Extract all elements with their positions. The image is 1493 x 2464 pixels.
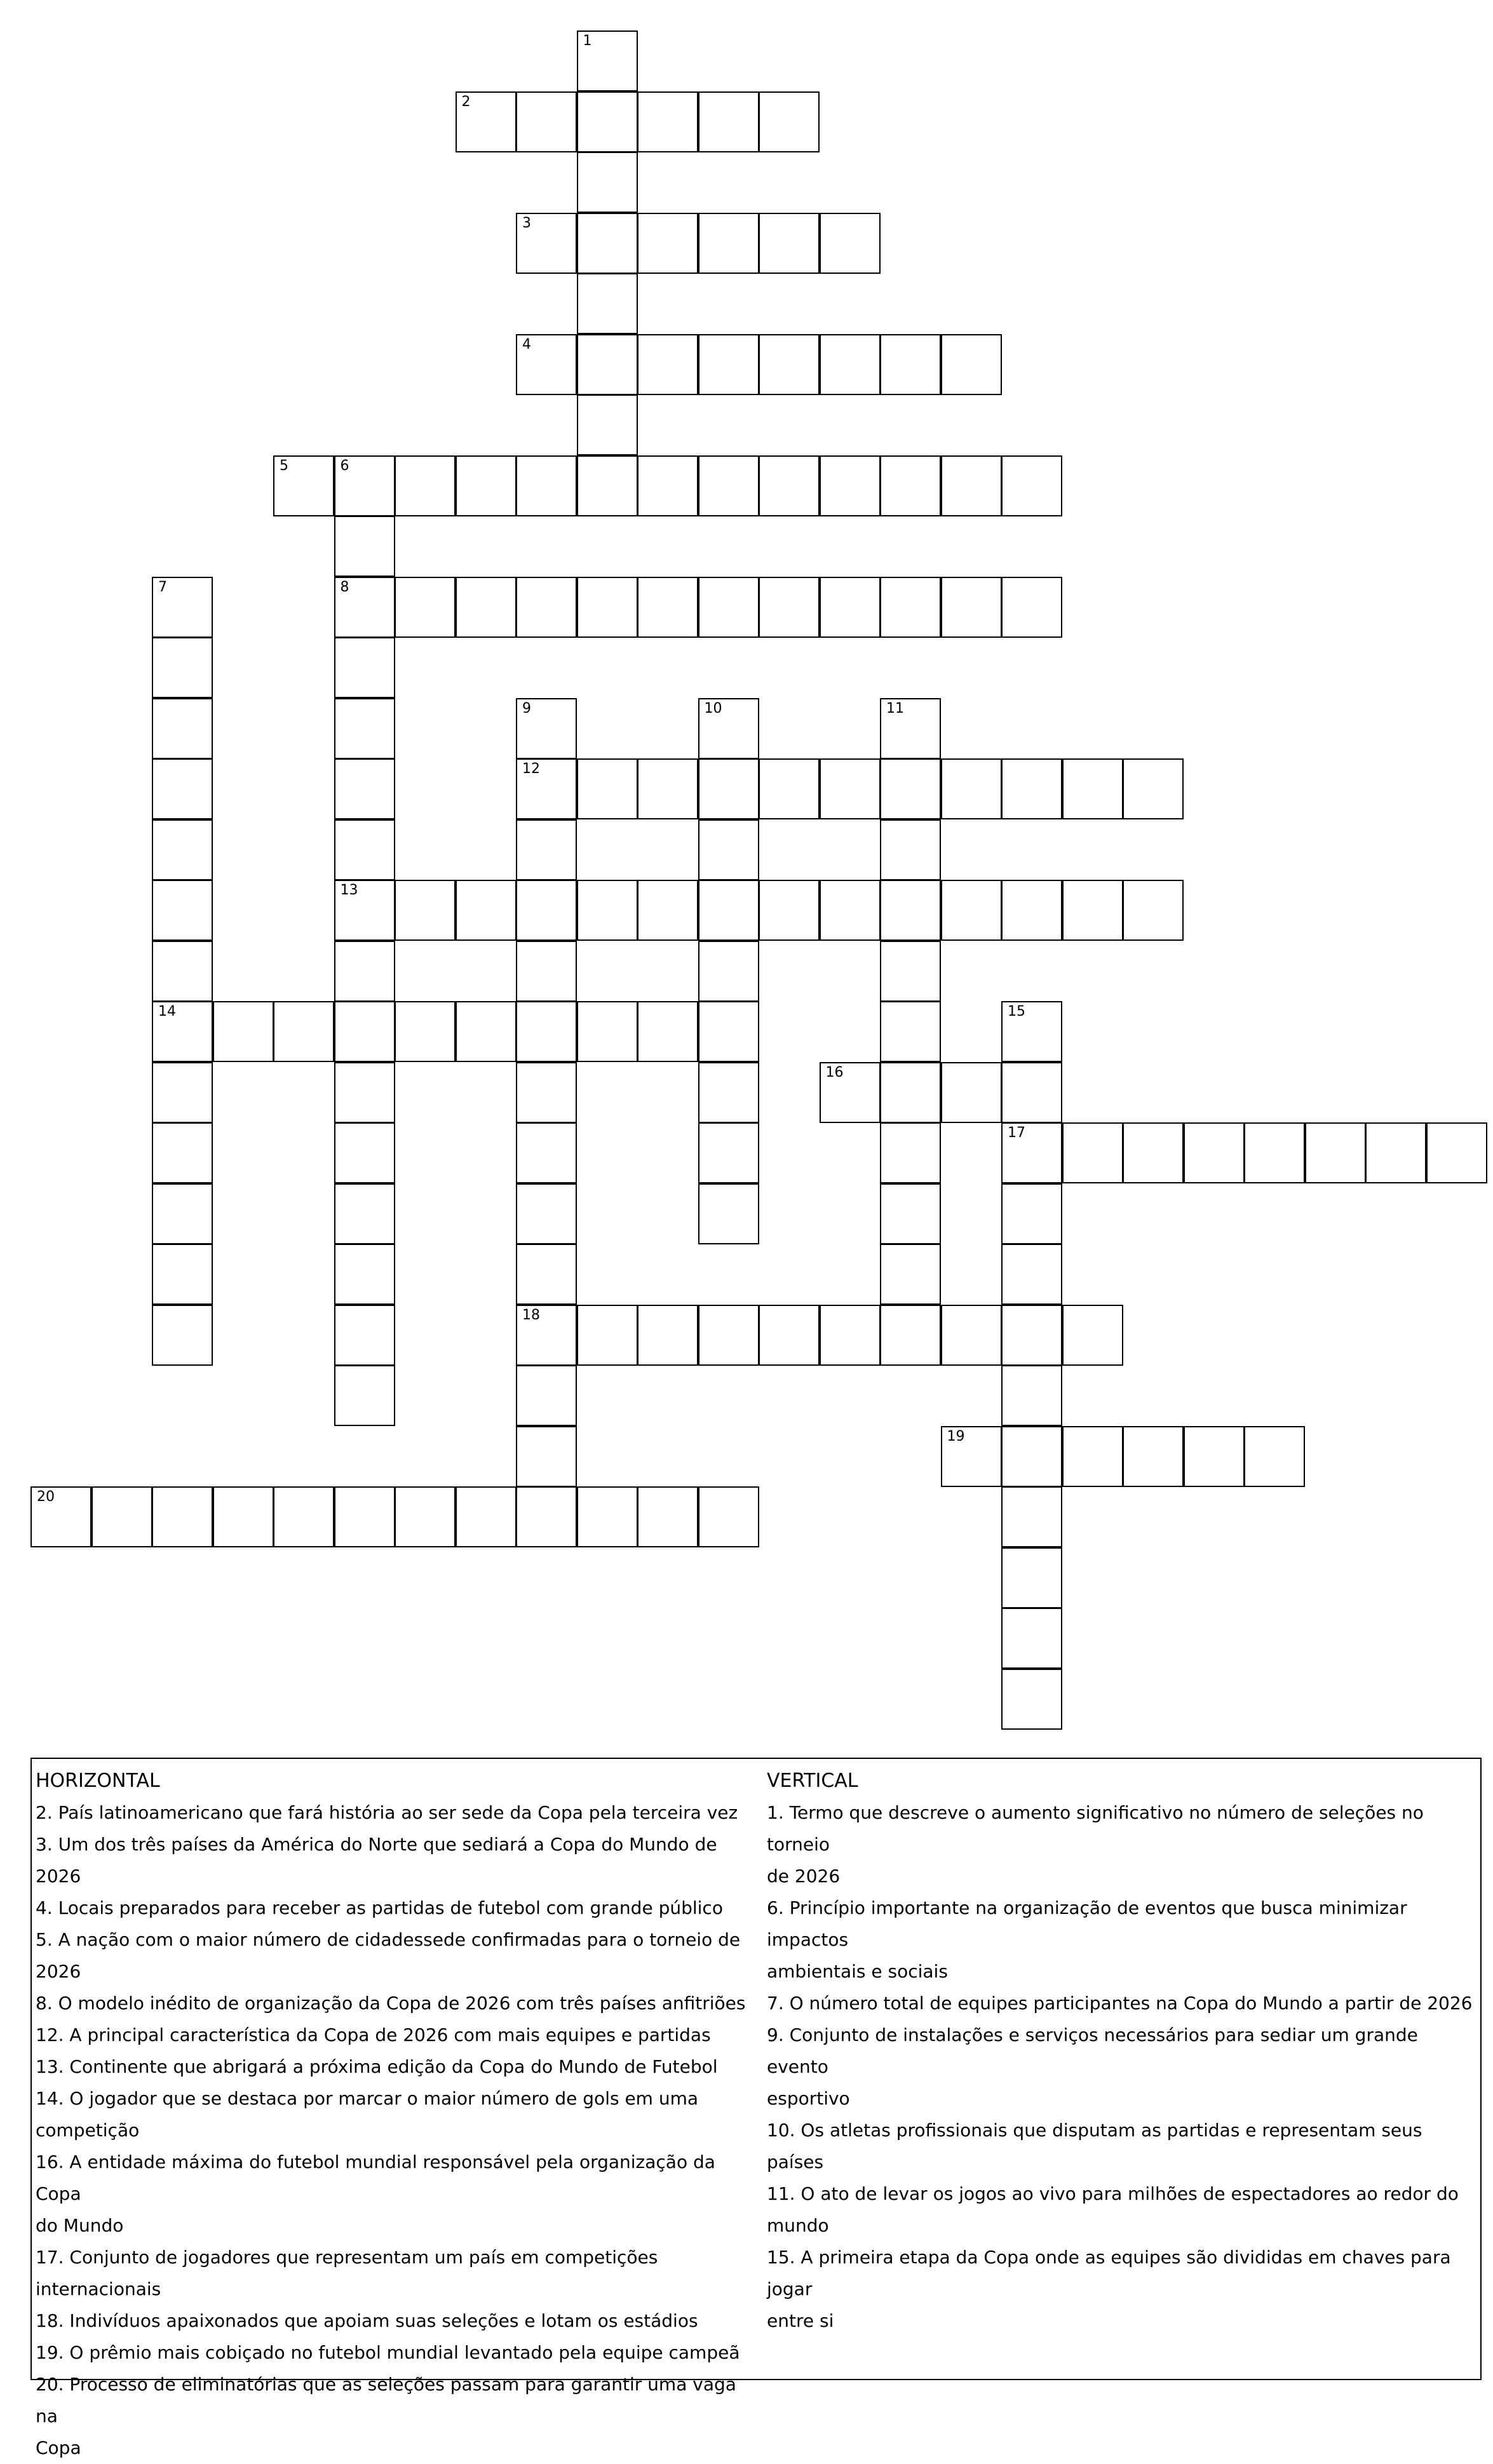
grid-cell[interactable] (334, 1486, 395, 1547)
clue-number: 12 (522, 761, 540, 777)
clue-number: 20 (37, 1489, 55, 1505)
grid-cell[interactable] (1001, 1244, 1062, 1305)
grid-cell[interactable] (820, 213, 881, 274)
across-clue: competição (36, 2120, 140, 2141)
across-clue: 13. Continente que abrigará a próxima edição da Copa do Mundo de Futebol (36, 2056, 718, 2077)
across-clue: 14. O jogador que se destaca por marcar o maior número de gols em uma (36, 2088, 699, 2109)
clue-number: 5 (280, 457, 288, 474)
grid-cell[interactable] (516, 1486, 577, 1547)
clue-number: 14 (158, 1004, 176, 1020)
grid-cell[interactable] (1001, 1365, 1062, 1426)
grid-cell[interactable] (1001, 1426, 1062, 1487)
grid-cell[interactable] (698, 1001, 759, 1062)
grid-cell[interactable] (1062, 1122, 1123, 1183)
grid-cell[interactable] (698, 819, 759, 880)
grid-cell[interactable] (880, 1062, 941, 1123)
grid-cell[interactable] (759, 577, 820, 638)
grid-cell[interactable] (698, 1183, 759, 1244)
down-clue: 9. Conjunto de instalações e serviços necessários para sediar um grande evento (767, 2024, 1418, 2077)
grid-cell[interactable] (637, 1486, 698, 1547)
grid-cell[interactable] (820, 880, 881, 941)
grid-cell[interactable] (334, 880, 395, 941)
grid-cell[interactable] (334, 516, 395, 577)
across-clue: 16. A entidade máxima do futebol mundial responsável pela organização da Copa (36, 2151, 715, 2204)
grid-cell[interactable] (395, 1001, 456, 1062)
grid-cell[interactable] (637, 1001, 698, 1062)
grid-cell[interactable] (698, 1062, 759, 1123)
grid-cell[interactable] (941, 334, 1002, 395)
grid-cell[interactable] (334, 698, 395, 759)
grid-cell[interactable] (1244, 1122, 1305, 1183)
grid-cell[interactable] (577, 577, 638, 638)
grid-cell[interactable] (152, 577, 213, 638)
grid-cell[interactable] (516, 334, 577, 395)
grid-cell[interactable] (1123, 1122, 1184, 1183)
across-clue: 8. O modelo inédito de organização da Copa de 2026 com três países anfitriões (36, 1993, 746, 2014)
clue-number: 4 (522, 336, 531, 353)
grid-cell[interactable] (820, 334, 881, 395)
grid-cell[interactable] (273, 455, 334, 516)
grid-cell[interactable] (1001, 1001, 1062, 1062)
grid-cell[interactable] (516, 1365, 577, 1426)
grid-cell[interactable] (880, 1305, 941, 1366)
grid-cell[interactable] (698, 1486, 759, 1547)
grid-cell[interactable] (334, 1244, 395, 1305)
grid-cell[interactable] (698, 1122, 759, 1183)
across-clue: 4. Locais preparados para receber as partidas de futebol com grande público (36, 1897, 723, 1918)
grid-cell[interactable] (152, 1244, 213, 1305)
grid-cell[interactable] (577, 152, 638, 213)
grid-cell[interactable] (820, 1062, 881, 1123)
across-clue: do Mundo (36, 2215, 124, 2236)
across-clue: 2. País latinoamericano que fará história ao ser sede da Copa pela terceira vez (36, 1802, 738, 1823)
down-clue: 11. O ato de levar os jogos ao vivo para milhões de espectadores ao redor do (767, 2183, 1459, 2204)
grid-cell[interactable] (213, 1486, 274, 1547)
grid-cell[interactable] (577, 273, 638, 334)
grid-cell[interactable] (759, 880, 820, 941)
grid-cell[interactable] (698, 91, 759, 152)
grid-cell[interactable] (880, 1122, 941, 1183)
grid-cell[interactable] (395, 880, 456, 941)
grid-cell[interactable] (820, 758, 881, 819)
grid-cell[interactable] (516, 455, 577, 516)
down-title: VERTICAL (767, 1770, 858, 1792)
grid-cell[interactable] (516, 1244, 577, 1305)
grid-cell[interactable] (334, 1001, 395, 1062)
grid-cell[interactable] (1001, 577, 1062, 638)
grid-cell[interactable] (152, 1486, 213, 1547)
grid-cell[interactable] (334, 1122, 395, 1183)
grid-cell[interactable] (516, 1305, 577, 1366)
grid-cell[interactable] (759, 91, 820, 152)
grid-cell[interactable] (456, 577, 517, 638)
grid-cell[interactable] (516, 213, 577, 274)
grid-cell[interactable] (759, 455, 820, 516)
across-clue-list (36, 1797, 753, 2464)
grid-cell[interactable] (395, 577, 456, 638)
grid-cell[interactable] (820, 1305, 881, 1366)
grid-cell[interactable] (395, 455, 456, 516)
grid-cell[interactable] (91, 1486, 152, 1547)
grid-cell[interactable] (759, 213, 820, 274)
grid-cell[interactable] (1001, 758, 1062, 819)
down-clue: 1. Termo que descreve o aumento significativo no número de seleções no torneio (767, 1802, 1424, 1855)
grid-cell[interactable] (759, 758, 820, 819)
grid-cell[interactable] (152, 1062, 213, 1123)
grid-cell[interactable] (698, 1305, 759, 1366)
across-clue: 17. Conjunto de jogadores que representam um país em competições (36, 2247, 658, 2268)
grid-cell[interactable] (516, 91, 577, 152)
grid-cell[interactable] (273, 1001, 334, 1062)
grid-cell[interactable] (637, 334, 698, 395)
grid-cell[interactable] (1062, 1426, 1123, 1487)
grid-cell[interactable] (577, 455, 638, 516)
grid-cell[interactable] (1001, 1183, 1062, 1244)
grid-cell[interactable] (516, 1183, 577, 1244)
grid-cell[interactable] (698, 880, 759, 941)
grid-cell[interactable] (698, 941, 759, 1002)
grid-cell[interactable] (1062, 758, 1123, 819)
grid-cell[interactable] (577, 30, 638, 91)
clue-number: 9 (522, 700, 531, 717)
grid-cell[interactable] (637, 880, 698, 941)
clue-number: 16 (825, 1064, 844, 1081)
grid-cell[interactable] (334, 941, 395, 1002)
grid-cell[interactable] (1001, 1669, 1062, 1730)
grid-cell[interactable] (577, 880, 638, 941)
down-clue: entre si (767, 2310, 834, 2331)
grid-cell[interactable] (637, 91, 698, 152)
grid-cell[interactable] (516, 880, 577, 941)
across-clue: 19. O prêmio mais cobiçado no futebol mundial levantado pela equipe campeã (36, 2342, 740, 2363)
down-clues-column (767, 1765, 1475, 2337)
grid-cell[interactable] (1426, 1122, 1487, 1183)
grid-cell[interactable] (516, 1122, 577, 1183)
grid-cell[interactable] (273, 1486, 334, 1547)
grid-cell[interactable] (941, 577, 1002, 638)
down-clue: 6. Princípio importante na organização de eventos que busca minimizar impactos (767, 1897, 1407, 1950)
grid-cell[interactable] (152, 1305, 213, 1366)
grid-cell[interactable] (759, 334, 820, 395)
grid-cell[interactable] (1062, 1305, 1123, 1366)
grid-cell[interactable] (880, 758, 941, 819)
down-clue: de 2026 (767, 1866, 841, 1887)
grid-cell[interactable] (577, 213, 638, 274)
clue-number: 2 (461, 93, 471, 110)
grid-cell[interactable] (1001, 1608, 1062, 1669)
grid-cell[interactable] (516, 698, 577, 759)
grid-cell[interactable] (1123, 758, 1184, 819)
grid-cell[interactable] (820, 455, 881, 516)
clues-panel (30, 1758, 1482, 2458)
grid-cell[interactable] (577, 1001, 638, 1062)
grid-cell[interactable] (334, 819, 395, 880)
grid-cell[interactable] (577, 91, 638, 152)
across-clues-column (36, 1765, 753, 2464)
down-clue: 10. Os atletas profissionais que disputam as partidas e representam seus países (767, 2120, 1422, 2172)
grid-cell[interactable] (577, 1486, 638, 1547)
grid-cell[interactable] (880, 819, 941, 880)
grid-cell[interactable] (1001, 1547, 1062, 1608)
clue-number: 10 (704, 700, 722, 717)
grid-cell[interactable] (820, 577, 881, 638)
grid-cell[interactable] (334, 758, 395, 819)
grid-cell[interactable] (1001, 880, 1062, 941)
grid-cell[interactable] (941, 880, 1002, 941)
grid-cell[interactable] (637, 1305, 698, 1366)
grid-cell[interactable] (941, 1305, 1002, 1366)
grid-cell[interactable] (334, 455, 395, 516)
grid-cell[interactable] (1062, 880, 1123, 941)
grid-cell[interactable] (880, 577, 941, 638)
grid-cell[interactable] (941, 455, 1002, 516)
grid-cell[interactable] (334, 1062, 395, 1123)
across-clue: 5. A nação com o maior número de cidadessede confirmadas para o torneio de (36, 1929, 741, 1950)
grid-cell[interactable] (30, 1486, 91, 1547)
grid-cell[interactable] (880, 698, 941, 759)
clue-number: 15 (1008, 1004, 1025, 1020)
down-clue: esportivo (767, 2088, 850, 2109)
clue-number: 11 (886, 700, 904, 717)
grid-cell[interactable] (1184, 1122, 1245, 1183)
grid-cell[interactable] (1123, 880, 1184, 941)
grid-cell[interactable] (152, 1001, 213, 1062)
clue-number: 7 (158, 579, 167, 595)
grid-cell[interactable] (152, 880, 213, 941)
grid-cell[interactable] (941, 1062, 1002, 1123)
grid-cell[interactable] (456, 1001, 517, 1062)
grid-cell[interactable] (577, 334, 638, 395)
grid-cell[interactable] (880, 334, 941, 395)
clue-number: 1 (583, 33, 592, 49)
down-clue: 7. O número total de equipes participantes na Copa do Mundo a partir de 2026 (767, 1993, 1473, 2014)
grid-cell[interactable] (456, 1486, 517, 1547)
grid-cell[interactable] (152, 1122, 213, 1183)
across-clue: 18. Indivíduos apaixonados que apoiam suas seleções e lotam os estádios (36, 2310, 698, 2331)
grid-cell[interactable] (941, 1426, 1002, 1487)
grid-cell[interactable] (1123, 1426, 1184, 1487)
grid-cell[interactable] (577, 1305, 638, 1366)
clue-number: 18 (522, 1307, 540, 1323)
grid-cell[interactable] (941, 758, 1002, 819)
grid-cell[interactable] (698, 455, 759, 516)
grid-cell[interactable] (880, 455, 941, 516)
across-clue: Copa (36, 2437, 81, 2458)
grid-cell[interactable] (516, 1062, 577, 1123)
grid-cell[interactable] (152, 819, 213, 880)
grid-cell[interactable] (334, 1183, 395, 1244)
grid-cell[interactable] (637, 577, 698, 638)
grid-cell[interactable] (1001, 1062, 1062, 1123)
grid-cell[interactable] (698, 758, 759, 819)
down-clue-list (767, 1797, 1475, 2337)
grid-cell[interactable] (1001, 1486, 1062, 1547)
grid-cell[interactable] (334, 637, 395, 698)
grid-cell[interactable] (213, 1001, 274, 1062)
grid-cell[interactable] (334, 1305, 395, 1366)
grid-cell[interactable] (637, 455, 698, 516)
grid-cell[interactable] (880, 1244, 941, 1305)
grid-cell[interactable] (637, 213, 698, 274)
grid-cell[interactable] (698, 577, 759, 638)
grid-cell[interactable] (516, 1001, 577, 1062)
grid-cell[interactable] (880, 880, 941, 941)
grid-cell[interactable] (1305, 1122, 1366, 1183)
grid-cell[interactable] (1001, 1122, 1062, 1183)
grid-cell[interactable] (516, 941, 577, 1002)
clue-number: 13 (340, 882, 358, 898)
grid-cell[interactable] (334, 577, 395, 638)
grid-cell[interactable] (698, 698, 759, 759)
across-clue: 12. A principal característica da Copa de 2026 com mais equipes e partidas (36, 2024, 711, 2045)
grid-cell[interactable] (456, 880, 517, 941)
grid-cell[interactable] (1244, 1426, 1305, 1487)
grid-cell[interactable] (152, 758, 213, 819)
grid-cell[interactable] (516, 1426, 577, 1487)
grid-cell[interactable] (637, 758, 698, 819)
grid-cell[interactable] (577, 758, 638, 819)
grid-cell[interactable] (152, 637, 213, 698)
grid-cell[interactable] (334, 1365, 395, 1426)
grid-cell[interactable] (1001, 1305, 1062, 1366)
grid-cell[interactable] (698, 213, 759, 274)
grid-cell[interactable] (395, 1486, 456, 1547)
down-clue: ambientais e sociais (767, 1961, 948, 1982)
clue-number: 6 (340, 457, 349, 474)
clue-number: 8 (340, 579, 349, 595)
grid-cell[interactable] (152, 1183, 213, 1244)
grid-cell[interactable] (880, 1183, 941, 1244)
across-clue: 2026 (36, 1961, 81, 1982)
down-clue: 15. A primeira etapa da Copa onde as equipes são divididas em chaves para jogar (767, 2247, 1451, 2299)
clue-number: 19 (947, 1428, 965, 1444)
grid-cell[interactable] (152, 698, 213, 759)
grid-cell[interactable] (516, 758, 577, 819)
grid-cell[interactable] (698, 334, 759, 395)
grid-cell[interactable] (1365, 1122, 1426, 1183)
grid-cell[interactable] (880, 941, 941, 1002)
down-clue: mundo (767, 2215, 829, 2236)
grid-cell[interactable] (456, 455, 517, 516)
grid-cell[interactable] (516, 819, 577, 880)
across-title: HORIZONTAL (36, 1770, 160, 1792)
grid-cell[interactable] (516, 577, 577, 638)
grid-cell[interactable] (1184, 1426, 1245, 1487)
grid-cell[interactable] (577, 394, 638, 455)
across-clue: 20. Processo de eliminatórias que as seleções passam para garantir uma vaga na (36, 2374, 736, 2427)
across-clue: internacionais (36, 2279, 161, 2299)
across-clue: 3. Um dos três países da América do Norte que sediará a Copa do Mundo de 2026 (36, 1834, 717, 1887)
grid-cell[interactable] (880, 1001, 941, 1062)
grid-cell[interactable] (152, 941, 213, 1002)
grid-cell[interactable] (456, 91, 517, 152)
clue-number: 17 (1008, 1125, 1025, 1141)
grid-cell[interactable] (1001, 455, 1062, 516)
grid-cell[interactable] (759, 1305, 820, 1366)
clue-number: 3 (522, 215, 531, 231)
